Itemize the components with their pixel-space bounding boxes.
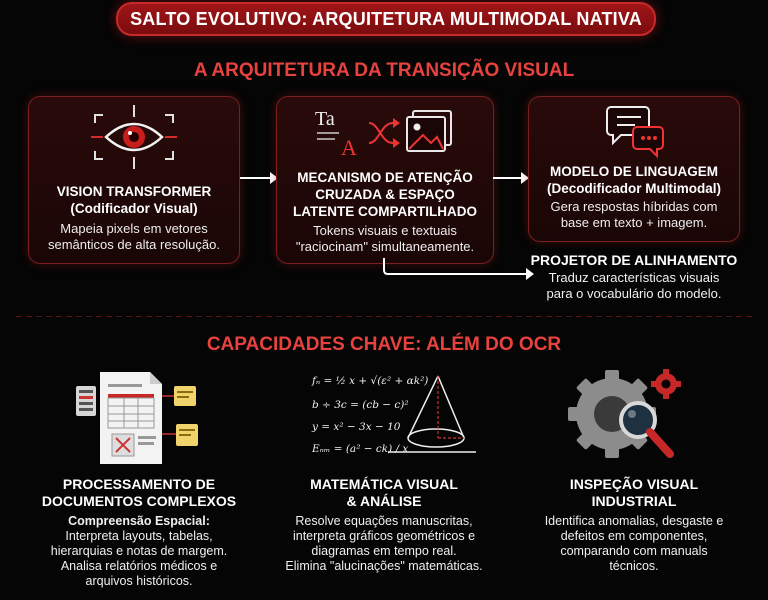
arrow-attention-to-language xyxy=(493,171,533,185)
arrow-vision-to-attention xyxy=(240,171,280,185)
section-divider xyxy=(16,316,752,317)
attention-title: MECANISMO DE ATENÇÃO CRUZADA & ESPAÇO LATENTE COMPARTILHADO xyxy=(293,170,477,219)
icon-text-ta: Ta xyxy=(315,108,335,130)
documents-title: PROCESSAMENTO DE DOCUMENTOS COMPLEXOS xyxy=(41,476,237,509)
text-image-transform-icon xyxy=(277,97,493,167)
attention-card xyxy=(276,96,494,264)
projector-desc: Traduz características visuais para o vocabulário do modelo. xyxy=(546,270,722,301)
math-desc: Resolve equações manuscritas, interpreta gráficos geométricos e diagramas em tempo real. Elimina "alucinações" matemáticas. xyxy=(285,514,483,573)
equation-3: y = x² − 3x − 10 xyxy=(312,421,401,433)
vision-transformer-card xyxy=(28,96,240,264)
eye-target-icon xyxy=(29,97,239,177)
section-capabilities-title: CAPACIDADES CHAVE: ALÉM DO OCR xyxy=(206,334,562,355)
chat-bubbles-icon xyxy=(529,97,739,157)
documents-desc: Compreensão Espacial: Interpreta layouts, tabelas, hierarquias e notas de margem. Analisa relatórios médicos e arquivos históricos. xyxy=(50,514,228,588)
language-model-card xyxy=(528,96,740,242)
math-title: MATEMÁTICA VISUAL & ANÁLISE xyxy=(310,476,458,509)
vision-desc: Mapeia pixels em vetores semânticos de alta resolução. xyxy=(48,221,220,252)
header-banner: SALTO EVOLUTIVO: ARQUITETURA MULTIMODAL NATIVA xyxy=(116,2,656,36)
language-title: MODELO DE LINGUAGEM (Decodificador Multimodal) xyxy=(546,164,721,196)
math-cone-icon xyxy=(308,368,478,468)
section-architecture-title: A ARQUITETURA DA TRANSIÇÃO VISUAL xyxy=(193,60,575,81)
vision-title: VISION TRANSFORMER (Codificador Visual) xyxy=(56,184,212,216)
equation-2: b ÷ 3c = (cb − c)² xyxy=(312,399,409,411)
equation-4: Eₙₘ = (a² − ck) / x xyxy=(312,443,409,455)
document-table-icon xyxy=(76,368,216,468)
industrial-title: INSPEÇÃO VISUAL INDUSTRIAL xyxy=(569,476,699,509)
icon-letter-a: A xyxy=(341,135,357,160)
arrow-to-projector xyxy=(378,258,538,288)
industrial-desc: Identifica anomalias, desgaste e defeitos em componentes, comparando com manuals técnicos. xyxy=(544,514,724,573)
language-desc: Gera respostas híbridas com base em texto + imagem. xyxy=(550,199,718,230)
equation-1: fₙ = ½ x + √(ε² + αk²) xyxy=(312,375,429,387)
attention-desc: Tokens visuais e textuais "raciocinam" simultaneamente. xyxy=(295,223,475,254)
gear-magnifier-icon xyxy=(566,366,686,466)
projector-title: PROJETOR DE ALINHAMENTO xyxy=(530,252,738,268)
